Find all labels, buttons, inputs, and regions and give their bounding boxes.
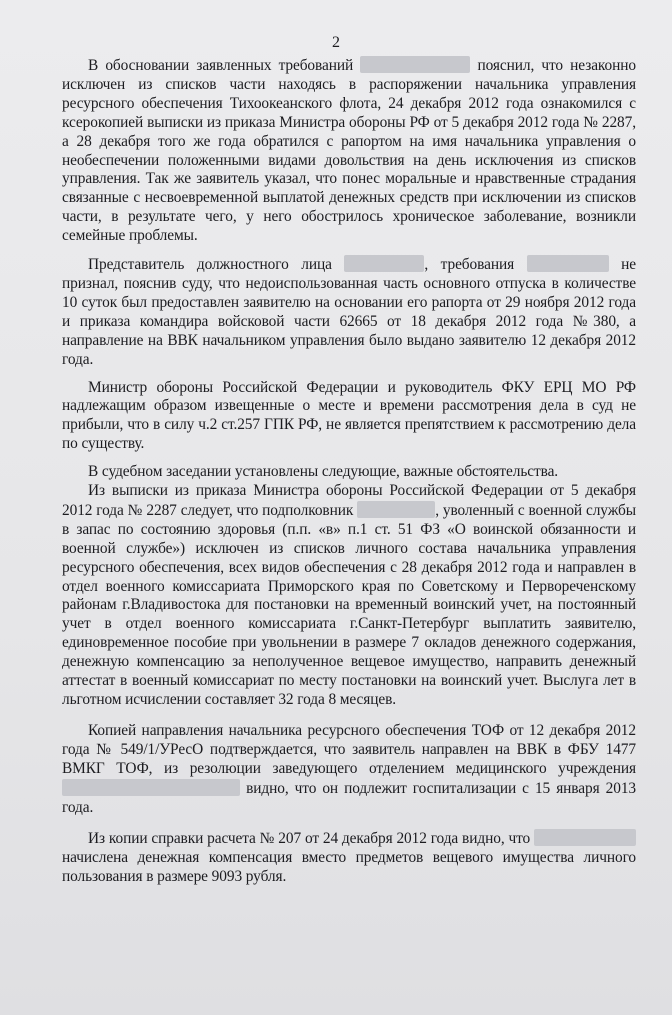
paragraph-referral-copy — [62, 722, 636, 818]
paragraph-order-extract — [62, 482, 636, 710]
paragraph-text: Из копии справки расчета № 207 от 24 декабря 2012 года видно, что — [88, 830, 531, 848]
paragraph-text: начислена денежная компенсация вместо предметов вещевого имущества личного пользования в размере 9093 рубля. — [62, 849, 636, 886]
paragraph-text: не признал, пояснив суду, что недоиспользованная часть основного отпуска в количестве 10 суток был предоставлен заявителю на основании его рапорта от 29 ноября 2012 года и приказа командира войсковой части 62665 от 18 декабря 2012 года №380, а направление на ВВК начальником управления было выдано заявителю 12 декабря 2012 года. — [62, 256, 637, 368]
redacted-name — [357, 501, 435, 518]
paragraph-text: пояснил, что незаконно исключен из списков части находясь в распоряжении начальника управления ресурсного обеспечения Тихоокеанского флота, 24 декабря 2012 года ознакомился с ксерокопией выписки из приказа Министра обороны РФ от 5 декабря 2012 года № 2287, а 28 декабря того же года обратился с рапортом на имя начальника управления о необеспечении положенными видами довольствия на день исключения из списков управления. Так же заявитель указал, что понес моральные и нравственные страдания связанные с несвоевременной выплатой денежных средств при исключении из списков части, в результате чего, у него обострилось хроническое заболевание, возникли семейные проблемы. — [62, 57, 636, 245]
paragraph-text: видно, что он подлежит госпитализации с 15 января 2013 года. — [62, 779, 637, 816]
paragraph-text: Представитель должностного лица — [88, 256, 332, 274]
redacted-name — [360, 56, 470, 73]
paragraph-established: В судебном заседании установлены следующие, важные обстоятельства. — [88, 463, 559, 481]
paragraph-payment-certificate — [62, 829, 636, 887]
paragraph-text: , требования — [424, 256, 515, 274]
paragraph-minister: Министр обороны Российской Федерации и руководитель ФКУ ЕРЦ МО РФ надлежащим образом извещенные о месте и времени рассмотрения дела в суд не прибыли, что в силу ч.2 ст.257 ГПК РФ, не является препятствием к рассмотрению дела по существу. — [62, 378, 636, 453]
paragraph-text: Копией направления начальника ресурсного обеспечения ТОФ от 12 декабря 2012 года № 549/1/УРесО подтверждается, что заявитель направлен на ВВК в ФБУ 1477 ВМКГ ТОФ, из резолюции заведующего отделением медицинского учреждения — [62, 721, 636, 777]
paragraph-text: Из выписки из приказа Министра обороны Российской Федерации от 5 декабря 2012 года № 2287 следует, что подполковник — [62, 482, 636, 519]
document-body — [62, 56, 636, 887]
paragraph-text: В обосновании заявленных требований — [88, 57, 354, 74]
page-number: 2 — [332, 34, 340, 51]
redacted-name — [344, 255, 424, 272]
paragraph-claims — [62, 56, 636, 246]
redacted-name — [527, 255, 609, 272]
redacted-name — [534, 829, 636, 846]
paragraph-text: , уволенный с военной службы в запас по состоянию здоровья (п.п. «в» п.1 ст. 51 ФЗ «О воинской обязанности и военной службе») исключен из списков личного состава начальника управления ресурсного обеспечения, всех видов обеспечения с 28 декабря 2012 года и направлен в отдел военного комиссариата Приморского края по Советскому и Первореченскому районам г.Владивостока для постановки на временный воинский учет, на постоянный учет в отдел военного комиссариата г.Санкт-Петербург выплатить заявителю, единовременное пособие при увольнении в размере 7 окладов денежного содержания, денежную компенсацию за неполученное вещевое имущество, направить денежный аттестат в военный комиссариат по месту постановки на воинский учет. Выслуга лет в льготном исчислении составляет 32 года 8 месяцев. — [62, 501, 636, 708]
redacted-institution — [62, 779, 240, 796]
paragraph-representative — [62, 255, 636, 369]
